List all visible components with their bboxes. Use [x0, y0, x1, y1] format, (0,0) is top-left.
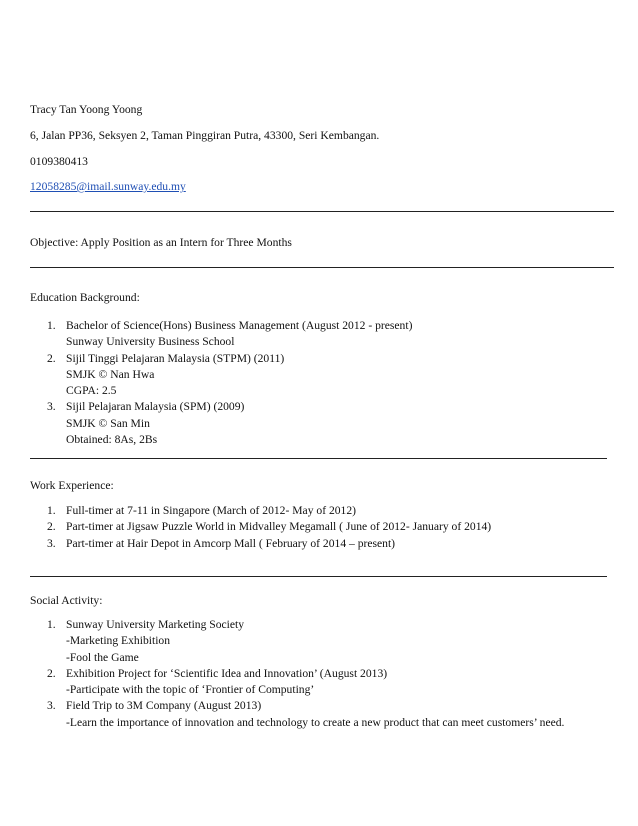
work-list — [30, 503, 491, 552]
social-item-detail: -Participate with the topic of ‘Frontier of Computing’ — [66, 683, 315, 697]
education-item-detail: CGPA: 2.5 — [66, 384, 117, 398]
work-heading: Work Experience: — [30, 479, 114, 492]
divider-1 — [30, 211, 614, 212]
education-item-detail: Obtained: 8As, 2Bs — [66, 433, 158, 447]
divider-2 — [30, 267, 614, 268]
education-item-title: Bachelor of Science(Hons) Business Management (August 2012 - present) — [66, 319, 413, 332]
list-item: 3. Sijil Pelajaran Malaysia (SPM) (2009) SMJK © San Min Obtained: 8As, 2Bs — [30, 399, 412, 448]
social-item-title: Field Trip to 3M Company (August 2013) — [66, 699, 262, 713]
education-list — [30, 318, 412, 448]
applicant-phone: 0109380413 — [30, 155, 88, 168]
divider-3 — [30, 458, 607, 459]
list-item: 1. Bachelor of Science(Hons) Business Management (August 2012 - present) Sunway University Business School — [30, 318, 412, 351]
applicant-address: 6, Jalan PP36, Seksyen 2, Taman Pinggiran Putra, 43300, Seri Kembangan. — [30, 129, 380, 142]
applicant-email-link[interactable]: 12058285@imail.sunway.edu.my — [30, 180, 186, 193]
education-item-title: Sijil Tinggi Pelajaran Malaysia (STPM) (2011) — [66, 351, 285, 365]
divider-4 — [30, 576, 607, 577]
list-item: 3. Part-timer at Hair Depot in Amcorp Mall ( February of 2014 – present) — [30, 536, 491, 552]
social-item-detail: -Marketing Exhibition — [66, 634, 171, 648]
applicant-name: Tracy Tan Yoong Yoong — [30, 103, 143, 116]
social-item-detail: -Fool the Game — [66, 650, 139, 664]
education-item-title: Sijil Pelajaran Malaysia (SPM) (2009) — [66, 400, 245, 414]
list-item: 3. Field Trip to 3M Company (August 2013) -Learn the importance of innovation and technology to create a new product that can meet customers’ need. — [30, 698, 564, 731]
work-item-text: Part-timer at Hair Depot in Amcorp Mall ( February of 2014 – present) — [66, 536, 396, 550]
social-item-title: Exhibition Project for ‘Scientific Idea and Innovation’ (August 2013) — [66, 666, 388, 680]
objective-text: Objective: Apply Position as an Intern for Three Months — [30, 236, 292, 249]
list-item: 2. Exhibition Project for ‘Scientific Idea and Innovation’ (August 2013) -Participate with the topic of ‘Frontier of Computing’ — [30, 666, 564, 699]
education-heading: Education Background: — [30, 291, 140, 304]
social-item-detail: -Learn the importance of innovation and technology to create a new product that can meet customers’ need. — [66, 715, 565, 729]
list-item: 2. Sijil Tinggi Pelajaran Malaysia (STPM) (2011) SMJK © Nan Hwa CGPA: 2.5 — [30, 351, 412, 400]
list-item: 1. Full-timer at 7-11 in Singapore (March of 2012- May of 2012) — [30, 503, 491, 519]
list-item: 1. Sunway University Marketing Society -Marketing Exhibition -Fool the Game — [30, 617, 564, 666]
social-item-title: Sunway University Marketing Society — [66, 618, 245, 631]
work-item-text: Full-timer at 7-11 in Singapore (March of 2012- May of 2012) — [66, 504, 356, 517]
social-list — [30, 617, 564, 731]
social-heading: Social Activity: — [30, 594, 103, 607]
list-item: 2. Part-timer at Jigsaw Puzzle World in Midvalley Megamall ( June of 2012- January of 2014) — [30, 519, 491, 535]
education-item-detail: SMJK © Nan Hwa — [66, 367, 155, 381]
education-item-detail: SMJK © San Min — [66, 416, 150, 430]
education-item-detail: Sunway University Business School — [66, 335, 235, 349]
work-item-text: Part-timer at Jigsaw Puzzle World in Midvalley Megamall ( June of 2012- January of 2014) — [66, 520, 492, 534]
